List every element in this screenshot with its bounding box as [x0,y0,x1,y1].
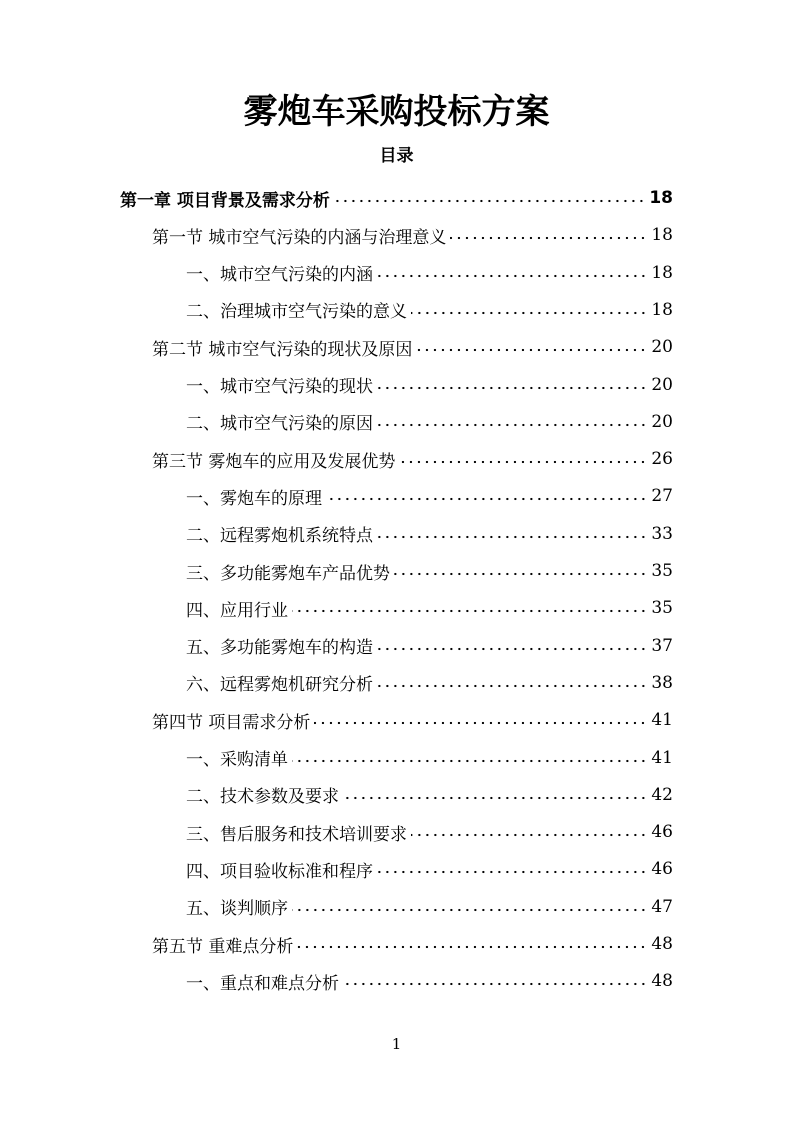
toc-dot-leader [377,527,647,547]
toc-dot-leader [334,191,645,211]
toc-entry-label: 二、远程雾炮机系统特点 [186,526,373,547]
toc-entry-page: 42 [651,784,673,805]
toc-entry[interactable] [186,404,673,440]
toc-dot-leader [416,340,647,360]
toc-entry-page: 48 [651,934,673,954]
toc-entry-label: 一、重点和难点分析 [186,973,339,994]
toc-entry-page: 18 [651,225,673,246]
toc-dot-leader [343,788,647,808]
toc-entry[interactable] [186,590,673,626]
toc-entry[interactable] [186,255,673,291]
toc-entry[interactable] [120,180,673,216]
toc-entry-page: 35 [651,598,673,619]
toc-entry-label: 第二节 城市空气污染的现状及原因 [152,339,413,360]
toc-entry-label: 一、城市空气污染的现状 [186,377,373,397]
toc-entry[interactable] [152,702,673,738]
toc-entry[interactable] [186,553,673,589]
toc-dot-leader [377,862,647,882]
toc-entry-page: 20 [651,374,673,395]
toc-entry-label: 第三节 雾炮车的应用及发展优势 [152,451,396,472]
toc-dot-leader [292,751,647,771]
toc-dot-leader [314,713,647,733]
toc-entry-page: 47 [651,896,673,917]
toc-entry-label: 六、远程雾炮机研究分析 [186,675,373,696]
toc-dot-leader [411,303,647,323]
toc-entry-label: 五、多功能雾炮车的构造 [186,638,373,659]
toc-entry[interactable] [152,926,673,962]
toc-entry[interactable] [152,441,673,477]
toc-heading: 目录 [379,146,414,166]
toc-entry-label: 四、项目验收标准和程序 [186,861,373,882]
toc-entry[interactable] [186,628,673,664]
toc-dot-leader [450,228,647,248]
toc-entry[interactable] [152,217,673,253]
toc-entry-page: 37 [651,635,673,656]
toc-dot-leader [326,489,647,509]
toc-dot-leader [377,639,647,659]
toc-dot-leader [297,937,647,957]
toc-dot-leader [377,415,647,435]
toc-entry[interactable] [186,292,673,328]
toc-entry-page: 38 [651,672,673,693]
toc-entry-label: 四、应用行业 [186,600,288,621]
toc-entry-label: 二、城市空气污染的原因 [186,414,373,435]
page-number: 1 [391,1035,402,1053]
toc-entry-page: 35 [651,561,673,581]
toc-entry-page: 48 [651,971,673,992]
toc-entry[interactable] [186,889,673,925]
toc-entry-page: 20 [651,337,673,358]
toc-entry-label: 一、采购清单 [186,750,288,770]
toc-entry-page: 46 [651,822,673,843]
toc-entry-label: 一、雾炮车的原理 [186,488,322,509]
toc-entry-page: 18 [651,262,673,283]
toc-entry-page: 20 [651,411,673,432]
toc-entry-page: 33 [651,523,673,544]
toc-entry-page: 46 [651,859,673,880]
toc-dot-leader [394,564,647,584]
toc-entry[interactable] [186,740,673,776]
toc-entry-page: 41 [651,747,673,768]
toc-entry[interactable] [152,329,673,365]
toc-entry[interactable] [186,777,673,813]
toc-dot-leader [377,378,647,398]
toc-entry-label: 三、售后服务和技术培训要求 [186,824,407,845]
toc-dot-leader [343,974,647,994]
toc-entry[interactable] [186,814,673,850]
toc-dot-leader [377,266,647,286]
toc-dot-leader [399,452,647,472]
toc-entry-label: 一、城市空气污染的内涵 [186,265,373,286]
toc-entry-page: 18 [649,188,673,208]
toc-entry[interactable] [186,963,673,999]
toc-entry-label: 二、技术参数及要求 [186,787,339,808]
toc-entry-label: 二、治理城市空气污染的意义 [186,302,407,323]
toc-entry[interactable] [186,478,673,514]
toc-entry-label: 第一章 项目背景及需求分析 [120,190,330,211]
toc-entry[interactable] [186,665,673,701]
toc-entry-page: 27 [651,486,673,507]
toc-entry[interactable] [186,851,673,887]
toc-dot-leader [377,676,647,696]
toc-dot-leader [411,825,647,845]
toc-entry-label: 五、谈判顺序 [186,899,288,920]
document-title: 雾炮车采购投标方案 [243,92,550,132]
toc-entry-label: 三、多功能雾炮车产品优势 [186,563,390,584]
toc-entry[interactable] [186,516,673,552]
toc-entry-page: 18 [651,299,673,320]
toc-entry-page: 26 [651,449,673,470]
toc-dot-leader [292,601,647,621]
toc-dot-leader [292,900,647,920]
toc-entry-label: 第四节 项目需求分析 [152,712,311,733]
toc-entry-label: 第一节 城市空气污染的内涵与治理意义 [152,227,447,248]
toc-entry-page: 41 [651,710,673,731]
toc-entry[interactable] [186,367,673,403]
toc-entry-label: 第五节 重难点分析 [152,936,294,957]
